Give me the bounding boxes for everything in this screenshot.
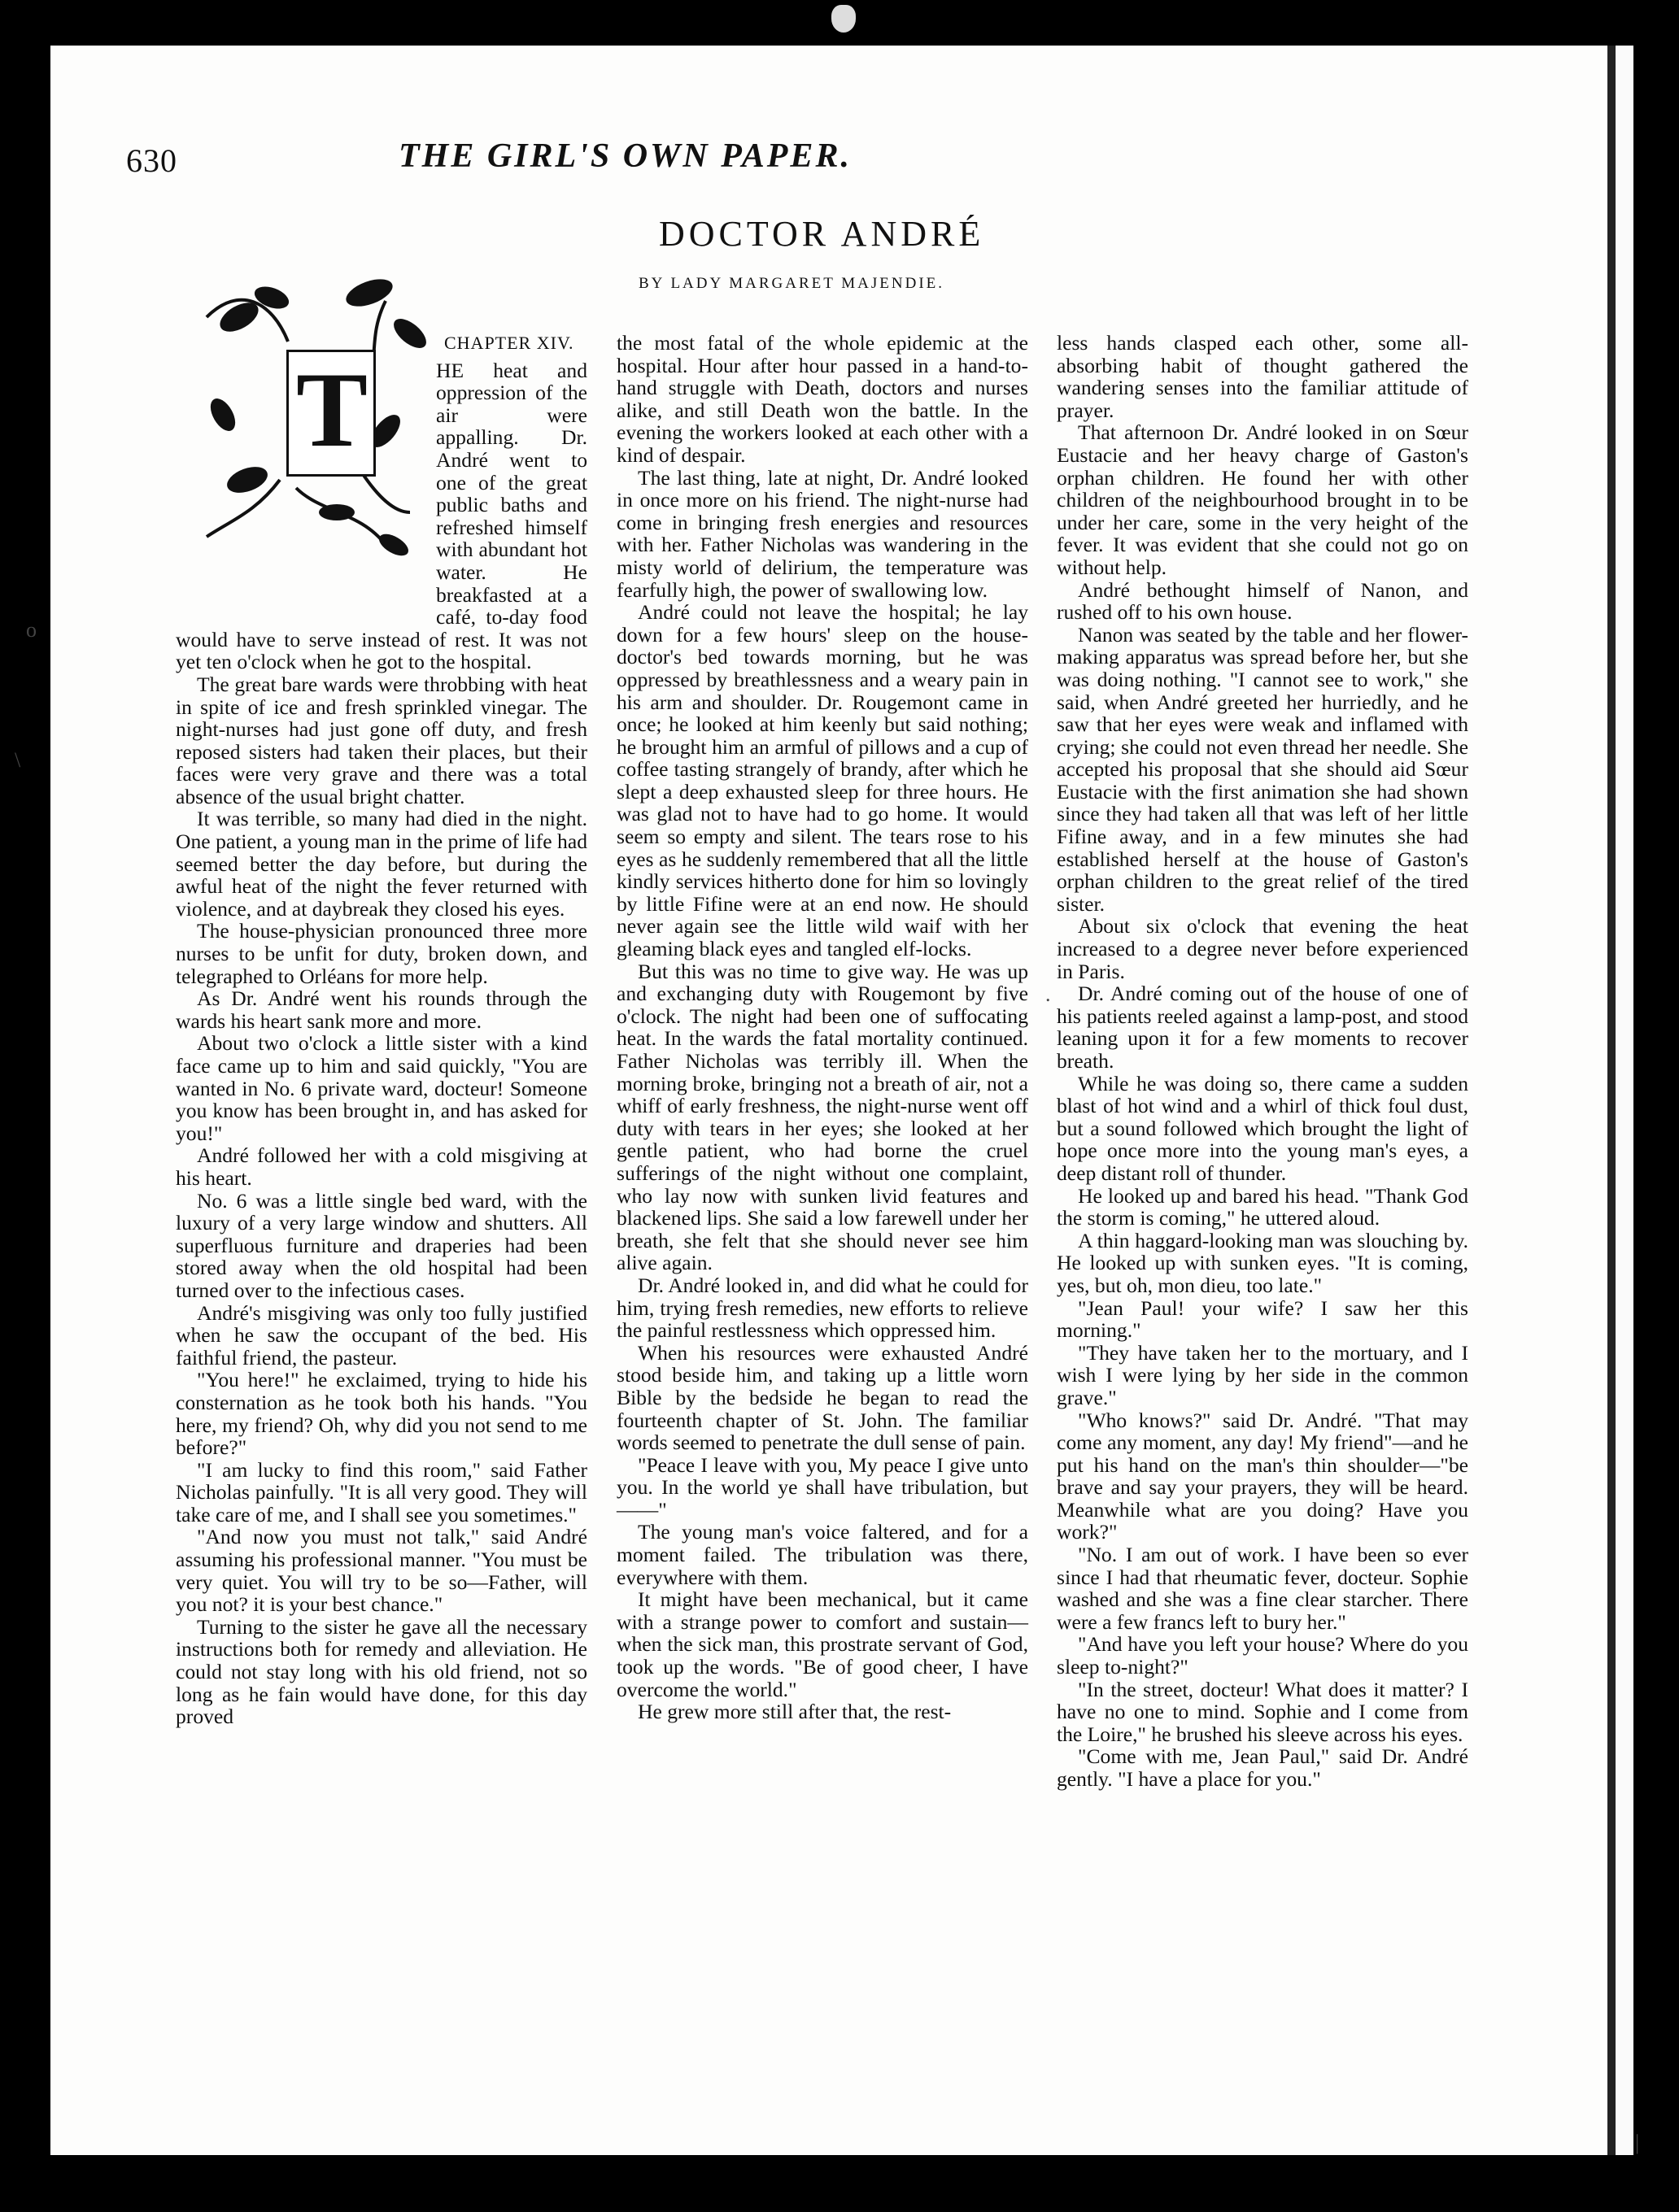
paragraph: HE heat and oppression of the air were appalling. Dr. André went to one of the great public baths and refreshed himself with abundant hot water. He breakfasted at a café, to-day food would have to serve instead of rest. It was not yet ten o'clock when he got to the hospital.: [176, 358, 587, 674]
paragraph: "I am lucky to find this room," said Father Nicholas painfully. "It is all very good. They will take care of me, and I shall see you sometimes.": [176, 1457, 587, 1526]
paragraph: When his resources were exhausted André stood beside him, and taking up a little worn Bible by the bedside he began to read the fourteenth chapter of St. John. The familiar words seemed to penetrate the dull sense of pain.: [617, 1340, 1028, 1455]
paragraph: While he was doing so, there came a sudden blast of hot wind and a whirl of thick foul dust, but a sound followed which brought the light of hope once more into the young man's eyes, a deep distant roll of thunder.: [1057, 1071, 1468, 1185]
next-page-edge: [1616, 46, 1633, 2155]
paragraph: No. 6 was a little single bed ward, with the luxury of a very large window and shutters. All superfluous furniture and draperies had been stored away when the old hospital had been turned over to the infectious cases.: [176, 1188, 587, 1302]
paragraph: André's misgiving was only too fully justified when he saw the occupant of the bed. His faithful friend, the pasteur.: [176, 1300, 587, 1369]
paragraph: "And now you must not talk," said André assuming his professional manner. "You must be very quiet. You will try to be so—Father, will you not? it is your best chance.": [176, 1525, 587, 1617]
margin-mark: o: [26, 618, 37, 642]
paragraph: "And have you left your house? Where do you sleep to-night?": [1057, 1632, 1468, 1679]
paragraph: Dr. André coming out of the house of one of his patients reeled against a lamp-post, and stood leaning upon it for a few moments to recover breath.: [1057, 982, 1468, 1073]
paragraph: André followed her with a cold misgiving at his heart.: [176, 1143, 587, 1190]
margin-mark: \: [15, 748, 21, 772]
paragraph: It was terrible, so many had died in the night. One patient, a young man in the prime of life had seemed better the day before, but during the awful heat of the night the fever returned with violence, and at daybreak they closed his eyes.: [176, 807, 587, 921]
paragraph: That afternoon Dr. André looked in on Sœur Eustacie and her heavy charge of Gaston's orphan children. He found her with other children of the neighbourhood brought in to be under her care, some in the very height of the fever. It was evident that she could not go on without help.: [1057, 420, 1468, 579]
running-header: [126, 137, 1049, 185]
paragraph: Turning to the sister he gave all the necessary instructions both for remedy and alleviation. He could not stay long with his old friend, not so long as he fain would have done, for this day proved: [176, 1614, 587, 1729]
margin-mark: .: [1045, 982, 1051, 1006]
paragraph: The last thing, late at night, Dr. André looked in once more on his friend. The night-nurse had come in bringing fresh energies and resources with her. Father Nicholas was wandering in the misty world of delirium, the temperature was fearfully high, the power of swallowing low.: [617, 465, 1028, 602]
paragraph: Dr. André looked in, and did what he could for him, trying fresh remedies, new efforts to relieve the painful restlessness which oppressed him.: [617, 1273, 1028, 1343]
chapter-heading: CHAPTER XIV.: [444, 333, 574, 353]
paragraph: "Peace I leave with you, My peace I give unto you. In the world ye shall have tribulation, but——": [617, 1452, 1028, 1522]
paragraph: "Jean Paul! your wife? I saw her this morning.": [1057, 1295, 1468, 1343]
paragraph: As Dr. André went his rounds through the wards his heart sank more and more.: [176, 986, 587, 1033]
paragraph: A thin haggard-looking man was slouching by. He looked up with sunken eyes. "It is coming, yes, but oh, mon dieu, too late.": [1057, 1228, 1468, 1297]
paragraph: André could not leave the hospital; he lay down for a few hours' sleep on the house-doctor's bed towards morning, but he was oppressed by breathlessness and a weary pain in his arm and shoulder. Dr. Rougemont came in once; he looked at him keenly but said nothing; he brought him an armful of pillows and a cup of coffee tasting strangely of brandy, after which he slept a deep exhausted sleep for three hours. He was glad not to have had to go home. It would seem so empty and silent. The tears rose to his eyes as he suddenly remembered that all the little kindly services hitherto done for him so lovingly by little Fifine were at an end now. He should never again see the little wild waif with her gleaming black eyes and tangled elf-locks.: [617, 600, 1028, 961]
drop-cap-spacer: [176, 359, 436, 624]
column-body: [1057, 332, 1468, 1791]
paragraph: "Who knows?" said Dr. André. "That may come any moment, any day! My friend"—and he put his hand on the man's thin shoulder—"be brave and say your prayers, they will be heard. Meanwhile what are you doing? Have you work?": [1057, 1408, 1468, 1544]
paragraph: Nanon was seated by the table and her flower-making apparatus was spread before her, but she was doing nothing. "I cannot see to work," she said, when André greeted her hurriedly, and he saw that her eyes were weak and inflamed with crying; she could not even thread her needle. She accepted his proposal that she should aid Sœur Eustacie with the first animation she had shown since they had taken all that was left of her little Fifine away, and in a few minutes she had established herself at the house of Gaston's orphan children to the great relief of the tired sister.: [1057, 622, 1468, 916]
column-body: [176, 359, 587, 1728]
paragraph: The young man's voice faltered, and for a moment failed. The tribulation was there, everywhere with them.: [617, 1520, 1028, 1589]
text-column-3: [1057, 332, 1468, 1791]
paragraph: "Come with me, Jean Paul," said Dr. André gently. "I have a place for you.": [1057, 1744, 1468, 1791]
paragraph: He looked up and bared his head. "Thank God the storm is coming," he uttered aloud.: [1057, 1183, 1468, 1230]
paragraph: It might have been mechanical, but it came with a strange power to comfort and sustain—when the sick man, this prostrate servant of God, took up the words. "Be of good cheer, I have overcome the world.": [617, 1587, 1028, 1701]
paragraph: The great bare wards were throbbing with heat in spite of ice and fresh sprinkled vinegar. The night-nurses had just gone off duty, and fresh reposed sisters had taken their places, but their faces were very grave and there was a total absence of the usual bright chatter.: [176, 672, 587, 808]
byline: BY LADY MARGARET MAJENDIE.: [639, 275, 945, 292]
drop-cap-letter: T: [296, 350, 369, 469]
paragraph: "You here!" he exclaimed, trying to hide his consternation as he took both his hands. "You here, my friend? Oh, why did you not send to me before?": [176, 1368, 587, 1460]
text-column-1: [176, 332, 587, 1728]
paragraph: André bethought himself of Nanon, and rushed off to his own house.: [1057, 577, 1468, 625]
paragraph: About six o'clock that evening the heat increased to a degree never before experienced in Paris.: [1057, 914, 1468, 983]
paragraph: "In the street, docteur! What does it matter? I have no one to mind. Sophie and I come from the Loire," he brushed his sleeve across his eyes.: [1057, 1677, 1468, 1746]
paragraph: About two o'clock a little sister with a kind face came up to him and said quickly, "You are wanted in No. 6 private ward, docteur! Someone you know has been brought in, and has asked for you!": [176, 1031, 587, 1145]
page-gutter: [1607, 46, 1616, 2155]
column-body: [617, 332, 1028, 1723]
text-column-2: [617, 332, 1028, 1723]
article-title: DOCTOR ANDRÉ: [659, 214, 985, 254]
paragraph: The house-physician pronounced three more nurses to be unfit for duty, broken down, and telegraphed to Orléans for more help.: [176, 919, 587, 988]
page-number: 630: [126, 142, 177, 179]
margin-mark: |: [1635, 2131, 1640, 2154]
paragraph: But this was no time to give way. He was up and exchanging duty with Rougemont by five o'clock. The night had been one of suffocating heat. In the wards the fatal mortality continued. Father Nicholas was terribly ill. When the morning broke, bringing not a breath of air, not a whiff of early freshness, the night-nurse went off duty with tears in her eyes; she looked at her gentle patient, who had borne the cruel sufferings of the night without one complaint, who lay now with sunken livid features and blackened lips. She said a low farewell under her breath, she felt that she should never see him alive again.: [617, 959, 1028, 1275]
paragraph: He grew more still after that, the rest-: [638, 1700, 952, 1724]
paragraph: "They have taken her to the mortuary, and I wish I were lying by her side in the common grave.": [1057, 1340, 1468, 1409]
paragraph: the most fatal of the whole epidemic at the hospital. Hour after hour passed in a hand-to-hand struggle with Death, doctors and nurses alike, and still Death won the battle. In the evening the workers looked at each other with a kind of despair.: [617, 331, 1028, 467]
paragraph: "No. I am out of work. I have been so ever since I had that rheumatic fever, docteur. Sophie washed and she was a fine clear starcher. There were a few francs left to bury her.": [1057, 1543, 1468, 1634]
running-title: THE GIRL'S OWN PAPER.: [399, 137, 852, 175]
paragraph: less hands clasped each other, some all-absorbing habit of thought gathered the wandering senses into the familiar attitude of prayer.: [1057, 331, 1468, 422]
binding-notch: [831, 5, 856, 33]
